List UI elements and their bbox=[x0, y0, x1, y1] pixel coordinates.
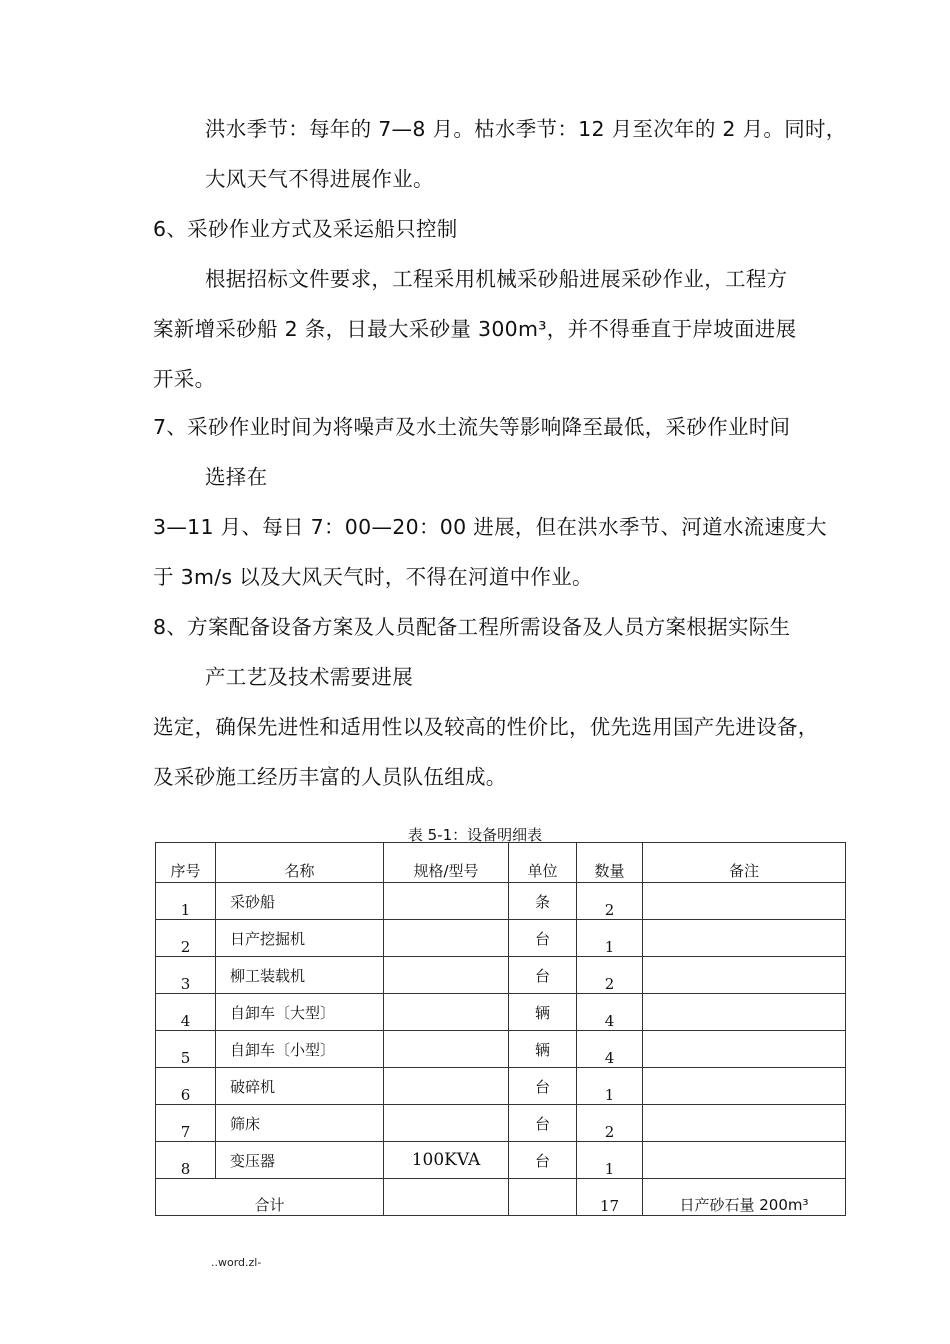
row-note bbox=[643, 957, 846, 994]
table-caption: 表 5-1：设备明细表 bbox=[407, 826, 543, 844]
row-unit: 辆 bbox=[509, 1031, 577, 1068]
row-name: 筛床 bbox=[216, 1105, 384, 1142]
row-qty: 2 bbox=[577, 1105, 643, 1142]
table-row bbox=[156, 994, 846, 1031]
row-qty: 2 bbox=[577, 957, 643, 994]
paragraph-line: 3—11 月、每日 7：00—20：00 进展，但在洪水季节、河道水流速度大 bbox=[153, 515, 827, 539]
row-name: 自卸车〔小型〕 bbox=[216, 1031, 384, 1068]
row-name: 柳工装载机 bbox=[216, 957, 384, 994]
row-no: 7 bbox=[156, 1105, 216, 1142]
paragraph-line: 根据招标文件要求，工程采用机械采砂船进展采砂作业，工程方 bbox=[205, 267, 788, 291]
row-no: 2 bbox=[156, 920, 216, 957]
paragraph-line: 开采。 bbox=[153, 367, 216, 391]
row-spec bbox=[384, 957, 509, 994]
table-row bbox=[156, 920, 846, 957]
row-no: 3 bbox=[156, 957, 216, 994]
row-no: 5 bbox=[156, 1031, 216, 1068]
row-spec bbox=[384, 1031, 509, 1068]
header-no: 序号 bbox=[156, 843, 216, 883]
equipment-table bbox=[155, 842, 846, 1216]
table-row bbox=[156, 883, 846, 920]
row-name: 自卸车〔大型〕 bbox=[216, 994, 384, 1031]
row-spec bbox=[384, 1105, 509, 1142]
row-note bbox=[643, 994, 846, 1031]
row-spec bbox=[384, 920, 509, 957]
row-no: 1 bbox=[156, 883, 216, 920]
table-row bbox=[156, 957, 846, 994]
row-unit: 辆 bbox=[509, 994, 577, 1031]
paragraph-line: 大风天气不得进展作业。 bbox=[205, 167, 434, 191]
section-heading-8: 8、方案配备设备方案及人员配备工程所需设备及人员方案根据实际生 bbox=[153, 615, 791, 639]
row-unit: 台 bbox=[509, 957, 577, 994]
header-qty: 数量 bbox=[577, 843, 643, 883]
paragraph-line: 产工艺及技术需要进展 bbox=[205, 665, 413, 689]
total-qty: 17 bbox=[577, 1179, 643, 1216]
row-name: 日产挖掘机 bbox=[216, 920, 384, 957]
row-name: 破碎机 bbox=[216, 1068, 384, 1105]
paragraph-line: 于 3m/s 以及大风天气时，不得在河道中作业。 bbox=[153, 565, 593, 589]
row-unit: 台 bbox=[509, 1068, 577, 1105]
table-row bbox=[156, 1105, 846, 1142]
total-unit bbox=[509, 1179, 577, 1216]
table-row bbox=[156, 1142, 846, 1179]
row-name: 变压器 bbox=[216, 1142, 384, 1179]
row-unit: 台 bbox=[509, 920, 577, 957]
header-spec: 规格/型号 bbox=[384, 843, 509, 883]
table-header-row bbox=[156, 843, 846, 883]
row-qty: 1 bbox=[577, 1142, 643, 1179]
row-qty: 1 bbox=[577, 1068, 643, 1105]
row-note bbox=[643, 1142, 846, 1179]
total-label: 合计 bbox=[156, 1179, 384, 1216]
row-qty: 1 bbox=[577, 920, 643, 957]
table-row bbox=[156, 1031, 846, 1068]
paragraph-line: 选定，确保先进性和适用性以及较高的性价比，优先选用国产先进设备， bbox=[153, 715, 819, 739]
row-spec: 100KVA bbox=[384, 1142, 509, 1179]
row-unit: 条 bbox=[509, 883, 577, 920]
row-no: 6 bbox=[156, 1068, 216, 1105]
row-qty: 4 bbox=[577, 1031, 643, 1068]
total-note: 日产砂石量 200m³ bbox=[643, 1179, 846, 1216]
section-heading-7: 7、采砂作业时间为将噪声及水土流失等影响降至最低，采砂作业时间 bbox=[153, 415, 791, 439]
header-note: 备注 bbox=[643, 843, 846, 883]
row-unit: 台 bbox=[509, 1105, 577, 1142]
row-note bbox=[643, 1068, 846, 1105]
row-spec bbox=[384, 883, 509, 920]
row-note bbox=[643, 1031, 846, 1068]
table-row bbox=[156, 1068, 846, 1105]
table-total-row bbox=[156, 1179, 846, 1216]
row-note bbox=[643, 883, 846, 920]
paragraph-line: 洪水季节：每年的 7—8 月。枯水季节：12 月至次年的 2 月。同时， bbox=[205, 117, 847, 141]
row-no: 8 bbox=[156, 1142, 216, 1179]
row-note bbox=[643, 1105, 846, 1142]
row-note bbox=[643, 920, 846, 957]
row-name: 采砂船 bbox=[216, 883, 384, 920]
paragraph-line: 选择在 bbox=[205, 465, 268, 489]
header-name: 名称 bbox=[216, 843, 384, 883]
row-unit: 台 bbox=[509, 1142, 577, 1179]
section-heading-6: 6、采砂作业方式及采运船只控制 bbox=[153, 217, 458, 241]
row-qty: 4 bbox=[577, 994, 643, 1031]
paragraph-line: 及采砂施工经历丰富的人员队伍组成。 bbox=[153, 765, 507, 789]
row-spec bbox=[384, 994, 509, 1031]
header-unit: 单位 bbox=[509, 843, 577, 883]
row-no: 4 bbox=[156, 994, 216, 1031]
paragraph-line: 案新增采砂船 2 条，日最大采砂量 300m³，并不得垂直于岸坡面进展 bbox=[153, 317, 797, 341]
row-spec bbox=[384, 1068, 509, 1105]
row-qty: 2 bbox=[577, 883, 643, 920]
page-footer: ..word.zl- bbox=[211, 1256, 262, 1269]
total-spec bbox=[384, 1179, 509, 1216]
